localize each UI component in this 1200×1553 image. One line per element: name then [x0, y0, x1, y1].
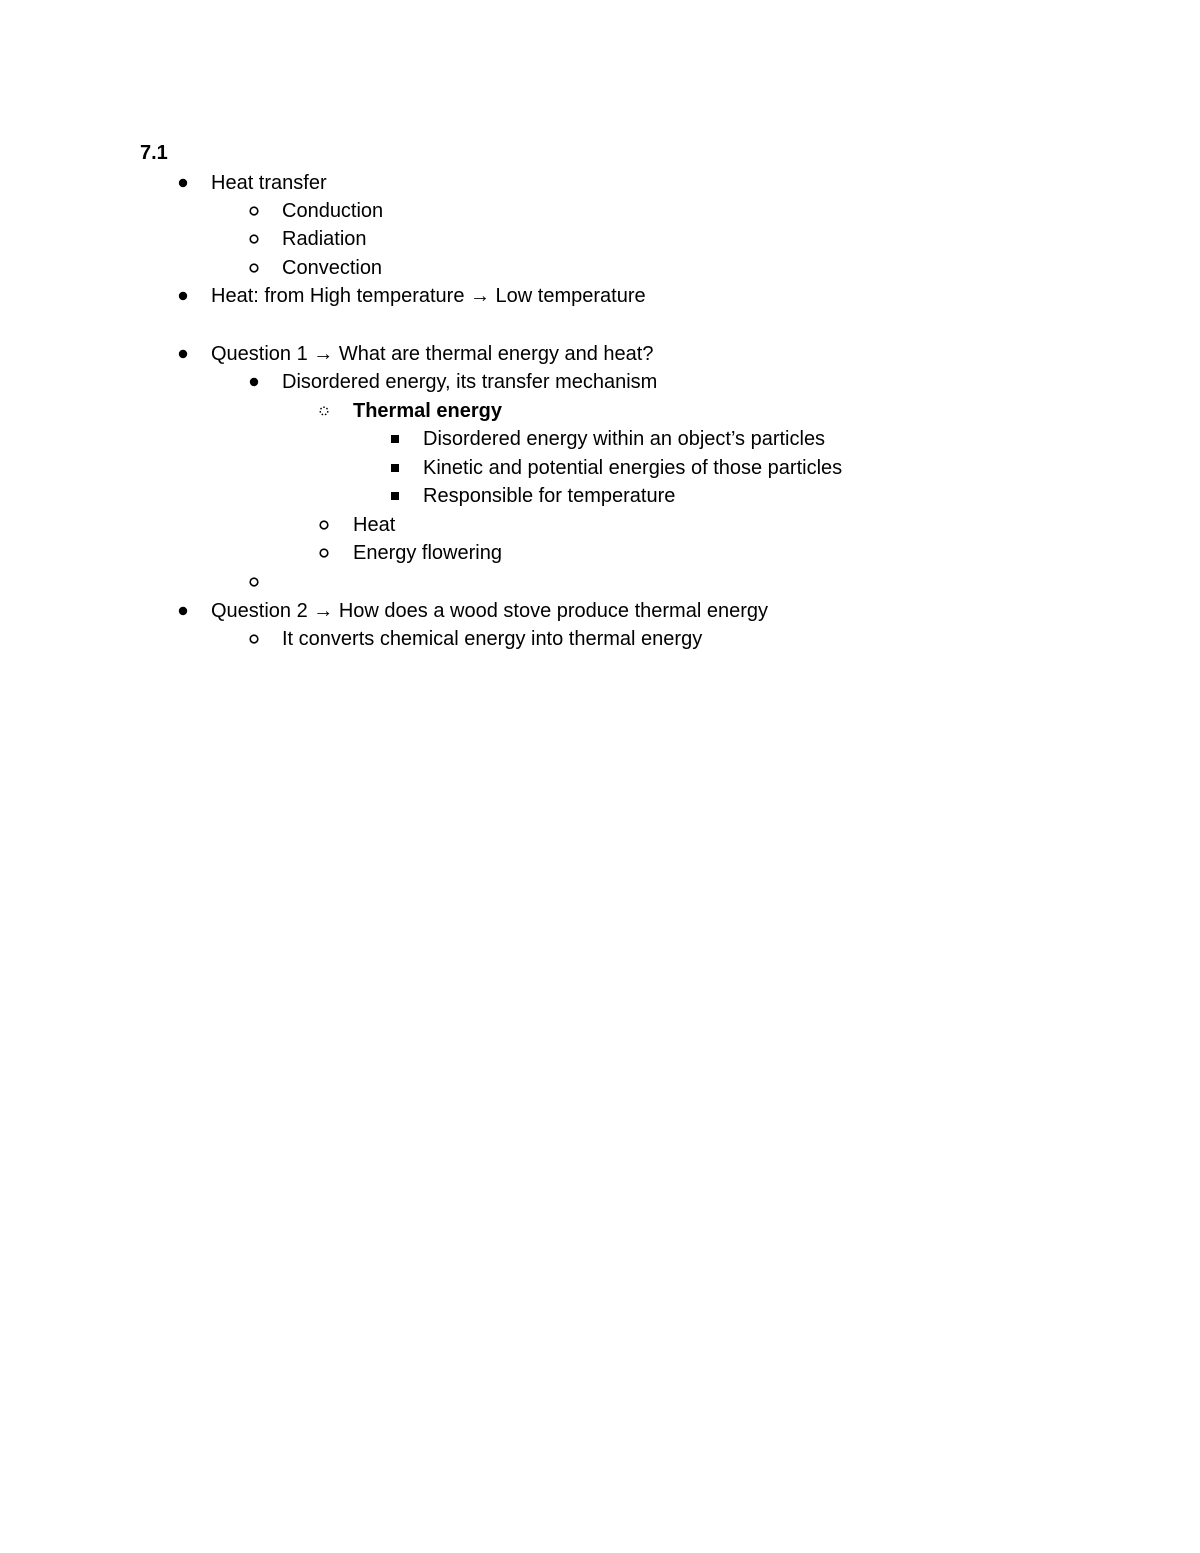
list-item-question-1	[176, 340, 876, 368]
list-item-text: Convection	[282, 257, 383, 279]
hollow-circle-bullet-icon	[317, 511, 331, 539]
list-item-text: Question 1 → What are thermal energy and heat?	[211, 343, 654, 365]
list-item-converts-energy	[247, 625, 847, 653]
section-heading: 7.1	[140, 142, 168, 164]
list-item-text: Disordered energy, its transfer mechanism	[282, 371, 658, 393]
list-item-question-2	[176, 597, 876, 625]
list-item-text: It converts chemical energy into thermal energy	[282, 628, 703, 650]
hollow-circle-bullet-icon	[247, 225, 261, 253]
list-item-text: Heat	[353, 514, 396, 536]
hollow-circle-bullet-icon	[247, 568, 261, 596]
list-item-text: Energy flowering	[353, 542, 502, 564]
list-item-text: Thermal energy	[353, 400, 502, 422]
list-item-heat-transfer	[176, 169, 876, 197]
list-item-heat	[317, 511, 917, 539]
hollow-circle-bullet-icon	[247, 197, 261, 225]
list-item-convection	[247, 254, 847, 282]
filled-square-bullet-icon	[388, 482, 402, 510]
hollow-circle-bullet-icon	[247, 254, 261, 282]
list-item-thermal-energy	[317, 397, 917, 425]
list-item-text: Conduction	[282, 200, 384, 222]
filled-circle-bullet-icon	[247, 368, 261, 396]
filled-circle-bullet-icon	[176, 340, 190, 368]
filled-square-bullet-icon	[388, 454, 402, 482]
hollow-circle-bullet-icon	[247, 625, 261, 653]
filled-circle-bullet-icon	[176, 169, 190, 197]
list-item-radiation	[247, 225, 847, 253]
filled-square-bullet-icon	[388, 425, 402, 453]
list-item-text: Radiation	[282, 228, 367, 250]
list-item-thermal-point-2	[388, 454, 948, 482]
list-item-thermal-point-3	[388, 482, 948, 510]
hollow-circle-bullet-icon	[317, 539, 331, 567]
list-item-text: Disordered energy within an object’s particles	[423, 428, 826, 450]
list-item-text: Question 2 → How does a wood stove produce thermal energy	[211, 600, 768, 622]
filled-circle-bullet-icon	[176, 282, 190, 310]
list-item-conduction	[247, 197, 847, 225]
list-item-text: Kinetic and potential energies of those particles	[423, 457, 843, 479]
list-item-energy-flowering	[317, 539, 917, 567]
list-item-text: Responsible for temperature	[423, 485, 676, 507]
filled-circle-bullet-icon	[176, 597, 190, 625]
list-item-text: Heat: from High temperature → Low temperature	[211, 285, 646, 307]
dotted-circle-bullet-icon	[317, 397, 331, 425]
list-item-thermal-point-1	[388, 425, 948, 453]
list-item-disordered-energy	[247, 368, 897, 396]
list-item-empty	[247, 568, 447, 596]
list-item-text: Heat transfer	[211, 172, 327, 194]
list-item-heat-direction	[176, 282, 876, 310]
